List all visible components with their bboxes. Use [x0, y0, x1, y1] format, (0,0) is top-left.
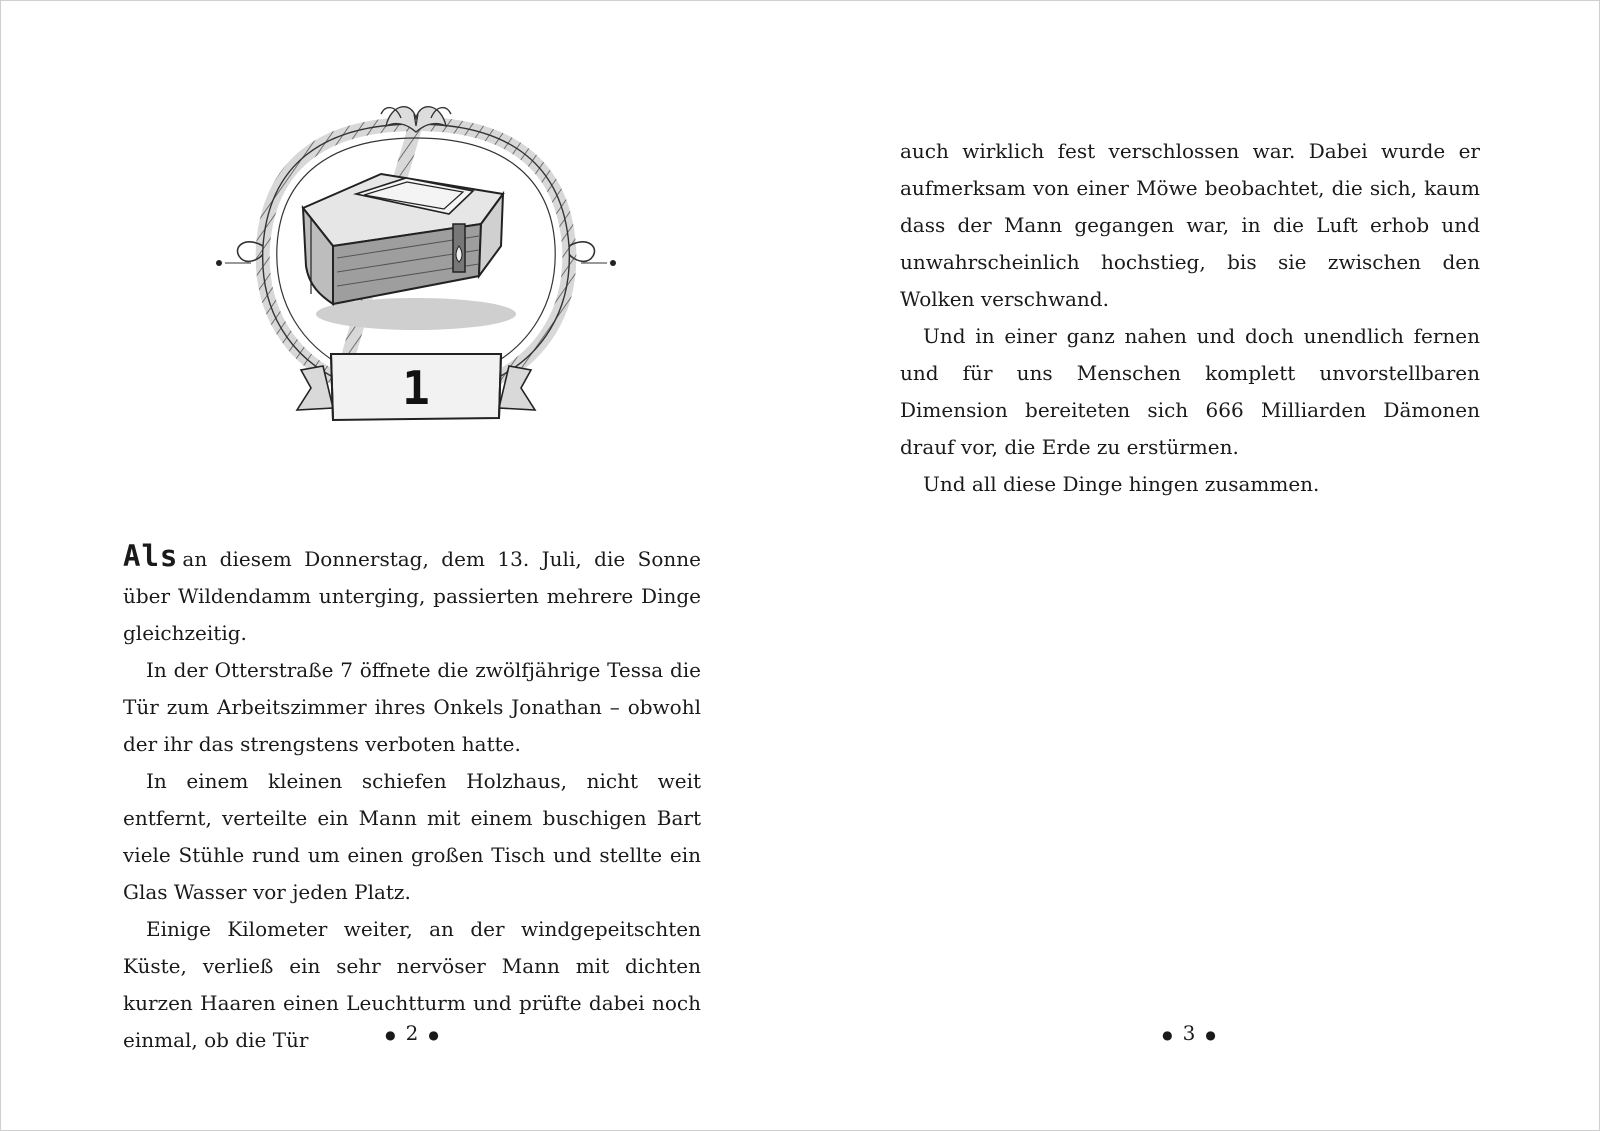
book-icon [303, 174, 516, 330]
left-page-text [123, 538, 701, 1059]
right-paragraph-3: Und all diese Dinge hingen zusammen. [923, 472, 1320, 496]
chapter-banner [297, 354, 535, 420]
page-number-right-value: 3 [1182, 1021, 1196, 1045]
left-paragraph-1 [123, 538, 701, 652]
left-paragraph-1-text: an diesem Donnerstag, dem 13. Juli, die Sonne über Wildendamm unterging, passierten mehrere Dinge gleichzeitig. [123, 547, 701, 645]
bullet-icon: ● [385, 1027, 396, 1042]
right-paragraph-1: auch wirklich fest verschlossen war. Dabei wurde er aufmerksam von einer Möwe beobachtet, die sich, kaum dass der Mann gegangen war, in die Luft erhob und unwahrscheinlich hochstieg, bis sie zwischen den Wolken verschwand. [900, 139, 1480, 311]
left-paragraph-2: In der Otterstraße 7 öffnete die zwölfjährige Tessa die Tür zum Arbeitszimmer ihres Onkels Jonathan – obwohl der ihr das strengstens verboten hatte. [123, 658, 701, 756]
page-number-right [1139, 1021, 1239, 1045]
left-paragraph-3: In einem kleinen schiefen Holzhaus, nicht weit entfernt, verteilte ein Mann mit einem buschigen Bart viele Stühle rund um einen großen Tisch und stellte ein Glas Wasser vor jeden Platz. [123, 769, 701, 904]
page-number-left-value: 2 [405, 1021, 419, 1045]
right-paragraph-2: Und in einer ganz nahen und doch unendlich fernen und für uns Menschen komplett unvorstellbaren Dimension bereiteten sich 666 Milliarden Dämonen drauf vor, die Erde zu erstürmen. [900, 324, 1480, 459]
page-number-left [362, 1021, 462, 1045]
chapter-first-word: Als [123, 539, 179, 573]
left-paragraph-4: Einige Kilometer weiter, an der windgepeitschten Küste, verließ ein sehr nervöser Mann mit dichten kurzen Haaren einen Leuchtturm und prüfte dabei noch einmal, ob die Tür [123, 917, 701, 1052]
chapter-number: 1 [402, 361, 430, 415]
bullet-icon: ● [1162, 1027, 1173, 1042]
bullet-icon: ● [1205, 1027, 1216, 1042]
bullet-icon: ● [428, 1027, 439, 1042]
right-page-text [900, 133, 1480, 503]
chapter-illustration [211, 96, 621, 456]
